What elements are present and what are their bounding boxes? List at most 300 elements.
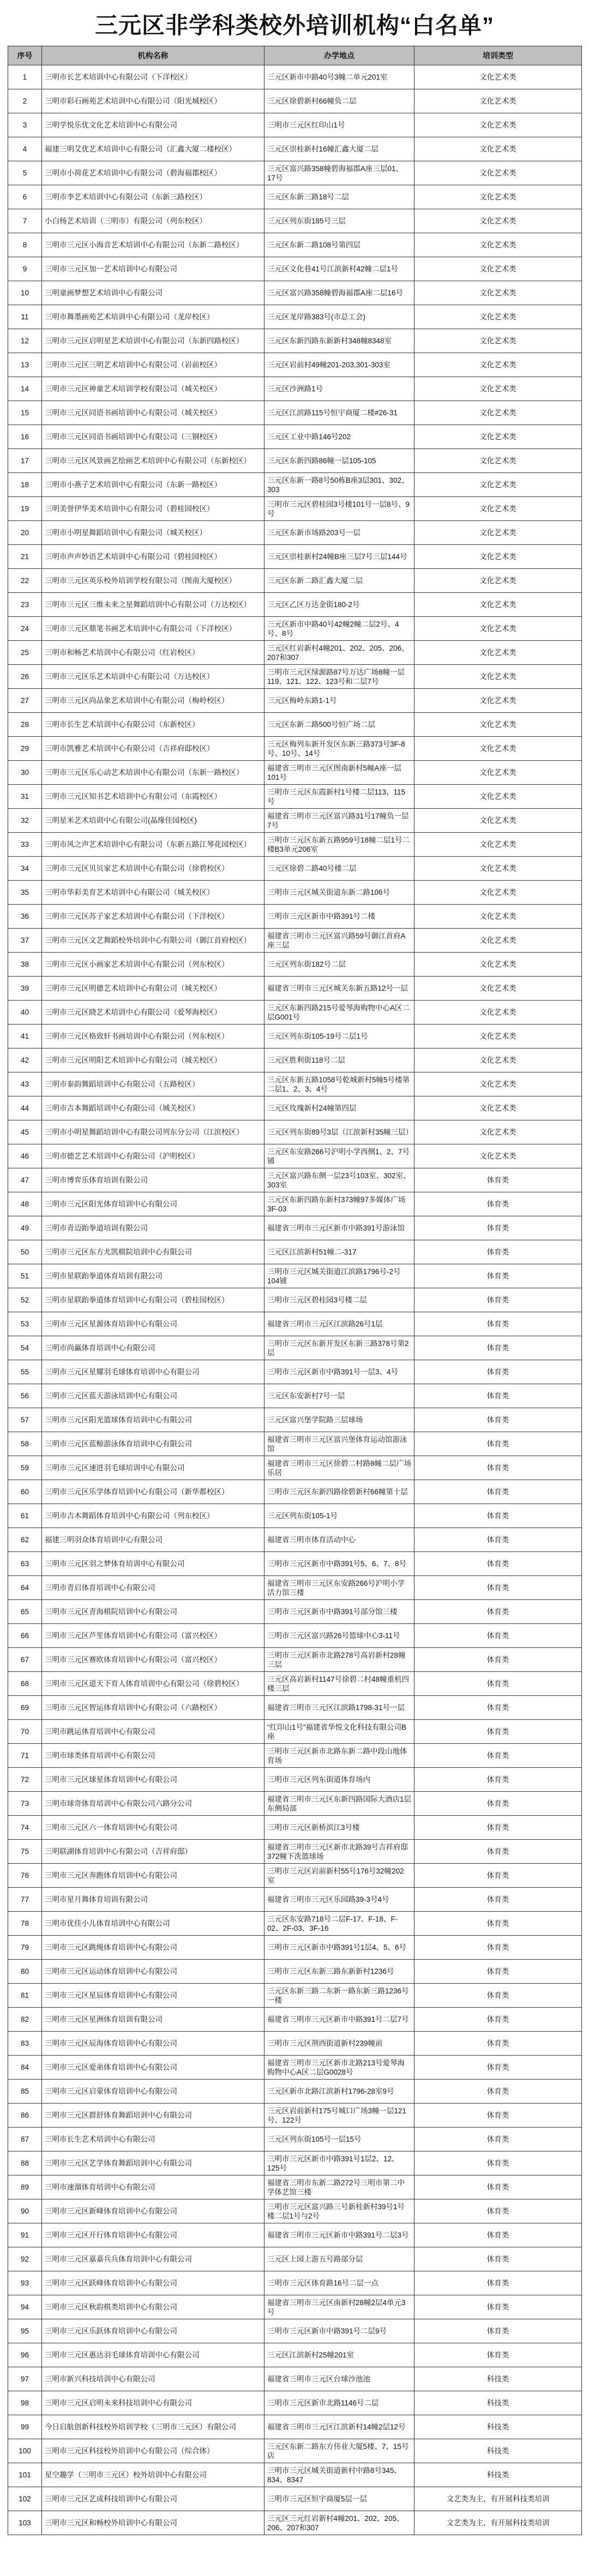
cell-address: 三元区东新一路8号50栋B座3层301、302、303 [265, 473, 414, 497]
cell-name: 三明市三元区奔跑体育培训中心有限公司 [42, 1864, 265, 1888]
cell-no: 96 [8, 2343, 42, 2367]
cell-address: 三明市三元区红印山1号 [265, 113, 414, 137]
cell-address: 三元区崇桂新村24幢B座三层7号三层144号 [265, 545, 414, 569]
cell-name: 三明市三元区知书艺术培训中心有限公司（东霞校区） [42, 785, 265, 809]
cell-no: 63 [8, 1552, 42, 1576]
cell-address: 福建省三明市东新二路272号三明市第二中学体艺馆三楼 [265, 2175, 414, 2199]
cell-address: 三明市三元区荆西街道新村239幢前 [265, 2032, 414, 2056]
table-row [8, 641, 582, 665]
cell-type: 体育类 [414, 1264, 582, 1288]
cell-type: 体育类 [414, 2175, 582, 2199]
cell-address: 福建省三明市三元区台球沙池池 [265, 2367, 414, 2391]
cell-address: 三元区新市中路40号42幢2幢二层2号、4号、8号 [265, 617, 414, 641]
table-row [8, 1288, 582, 1312]
table-row [8, 2343, 582, 2367]
cell-name: 三明市三元区同语书画培训中心有限公司（城关校区） [42, 401, 265, 425]
cell-name: 星空趣学（三明市三元区）校外培训中心有限公司 [42, 2463, 265, 2487]
cell-name: 三明市小荷花艺术培训中心有限公司（碧海福郡校区） [42, 161, 265, 185]
table-header [8, 46, 582, 65]
cell-no: 19 [8, 497, 42, 521]
table-row [8, 1096, 582, 1120]
cell-name: 三明市球奇体育培训中心有限公司六路分公司 [42, 1792, 265, 1816]
cell-type: 文化艺术类 [414, 665, 582, 689]
cell-no: 79 [8, 1936, 42, 1960]
cell-name: 三明市三元区乐心动艺术培训中心有限公司（东新一路校区） [42, 761, 265, 785]
cell-type: 文艺类为主，有开展科技类培训 [414, 2511, 582, 2535]
cell-no: 21 [8, 545, 42, 569]
cell-address: 三元区东新三路18号二层 [265, 185, 414, 209]
cell-name: 三明市德艺艺术培训中心有限公司（沪明校区） [42, 1144, 265, 1168]
cell-no: 9 [8, 257, 42, 281]
cell-name: 三明市和畅艺术培训中心有限公司（红岩校区） [42, 641, 265, 665]
table-row [8, 377, 582, 401]
cell-type: 体育类 [414, 1792, 582, 1816]
cell-address: 福建省三明市三元区新市北路39号吉祥府邸372幢下洗篮球场 [265, 1840, 414, 1864]
table-row [8, 833, 582, 857]
table-row [8, 2271, 582, 2295]
cell-address: 三明市三元区东新开发区东新三路378号第2层 [265, 1336, 414, 1360]
cell-type: 体育类 [414, 2056, 582, 2080]
cell-no: 76 [8, 1864, 42, 1888]
cell-no: 85 [8, 2080, 42, 2104]
table-row [8, 977, 582, 1001]
cell-no: 26 [8, 665, 42, 689]
cell-name: 三明市三元区小画家艺术培训中心有限公司（列东校区） [42, 953, 265, 977]
cell-name: 三明市三元区科技校外培训中心有限公司（综合体） [42, 2439, 265, 2463]
cell-type: 体育类 [414, 2151, 582, 2175]
table-row [8, 1912, 582, 1936]
cell-address: 三元区新市北路江滨新村1796-28室9号 [265, 2080, 414, 2104]
cell-type: 体育类 [414, 1168, 582, 1192]
table-row [8, 1072, 582, 1096]
table-row [8, 1240, 582, 1264]
cell-no: 41 [8, 1025, 42, 1048]
cell-no: 53 [8, 1312, 42, 1336]
table-row [8, 449, 582, 473]
cell-no: 74 [8, 1816, 42, 1840]
cell-no: 8 [8, 233, 42, 257]
table-row [8, 1816, 582, 1840]
cell-no: 73 [8, 1792, 42, 1816]
cell-no: 81 [8, 1984, 42, 2008]
cell-type: 体育类 [414, 2295, 582, 2319]
cell-no: 28 [8, 713, 42, 737]
cell-name: 三明市声声妙语艺术培训中心有限公司（碧桂园校区） [42, 545, 265, 569]
cell-no: 56 [8, 1384, 42, 1408]
table-row [8, 2104, 582, 2128]
cell-address: 三元区东新五路1058号乾城新村5幢5号楼第二层1、2、3、4号 [265, 1072, 414, 1096]
cell-address: 三元区高岩新村1147号徐碧二村48幢重机四楼三层 [265, 1672, 414, 1696]
cell-type: 文化艺术类 [414, 593, 582, 617]
table-row [8, 1552, 582, 1576]
cell-name: 三明市三元区羽之梦体育培训中心有限公司 [42, 1552, 265, 1576]
cell-no: 34 [8, 857, 42, 881]
cell-name: 三明市三元区群舒体育舞蹈培训中心有限公司 [42, 2104, 265, 2128]
cell-type: 文化艺术类 [414, 953, 582, 977]
cell-address: 三明市三元区新市中路391号1层4、5、6号 [265, 1936, 414, 1960]
cell-address: 三元区沙洲路1号 [265, 377, 414, 401]
cell-no: 45 [8, 1120, 42, 1144]
cell-type: 文化艺术类 [414, 1048, 582, 1072]
table-row [8, 113, 582, 137]
table-row [8, 1312, 582, 1336]
cell-address: 三明市三元区富兴路26号篮球中心3-11号 [265, 1624, 414, 1648]
cell-type: 文化艺术类 [414, 353, 582, 377]
cell-no: 57 [8, 1408, 42, 1432]
cell-type: 文化艺术类 [414, 521, 582, 545]
cell-no: 69 [8, 1696, 42, 1720]
cell-type: 体育类 [414, 1312, 582, 1336]
cell-address: 福建省三明市三元区乐园路39-3号4号 [265, 1888, 414, 1912]
cell-address: 三元区梅列东新开发区东新三路373号3F-8号、10号、14号 [265, 737, 414, 761]
cell-type: 文化艺术类 [414, 905, 582, 929]
cell-no: 64 [8, 1576, 42, 1600]
table-row [8, 473, 582, 497]
table-row [8, 713, 582, 737]
cell-no: 7 [8, 209, 42, 233]
cell-no: 102 [8, 2487, 42, 2511]
table-row [8, 305, 582, 329]
header-name: 机构名称 [42, 46, 265, 65]
cell-type: 体育类 [414, 1648, 582, 1672]
cell-no: 33 [8, 833, 42, 857]
cell-type: 体育类 [414, 2319, 582, 2343]
cell-name: 三明市三元区道天下育人体育培训中心有限公司（徐碧校区） [42, 1672, 265, 1696]
cell-name: 三明市风之声艺术培训中心有限公司（东新五路江琴花园校区） [42, 833, 265, 857]
cell-no: 25 [8, 641, 42, 665]
table-row [8, 1025, 582, 1048]
cell-name: 三明市舞墨画苑艺术培训中心有限公司（龙岸校区） [42, 305, 265, 329]
table-row [8, 1792, 582, 1816]
cell-address: 三元区东新二路汇鑫大厦二层 [265, 569, 414, 593]
cell-type: 体育类 [414, 1408, 582, 1432]
cell-name: 三明市三元区明德艺术培训中心有限公司（城关校区） [42, 977, 265, 1001]
cell-address: 福建省三明市体育活动中心 [265, 1528, 414, 1552]
cell-address: 三元区东新二路500号恒广场二层 [265, 713, 414, 737]
cell-address: 三明市三元区东霞新村1号楼二层113、115号 [265, 785, 414, 809]
table-row [8, 353, 582, 377]
cell-address: 三元区崇桂新村16幢汇鑫大厦二层 [265, 137, 414, 161]
cell-name: 三明市长生艺术培训中心有限公司（东新校区） [42, 713, 265, 737]
cell-name: 三明市三元区跳绳体育培训中心有限公司 [42, 1936, 265, 1960]
cell-address: 福建省三明市三元区江滨路26号1层 [265, 1312, 414, 1336]
cell-address: 三明市三元区城关街道江滨路1796号-2号104铺 [265, 1264, 414, 1288]
cell-name: 三明市三元区惠达羽毛球体育培训中心有限公司 [42, 2343, 265, 2367]
cell-no: 51 [8, 1264, 42, 1288]
cell-name: 三明市三元区球星体育培训中心有限公司 [42, 1768, 265, 1792]
cell-type: 文化艺术类 [414, 329, 582, 353]
cell-no: 52 [8, 1288, 42, 1312]
cell-name: 三明市小燕子艺术培训中心有限公司（东新一路校区） [42, 473, 265, 497]
cell-address: 三明市三元区东新五路959号18幢二层1号二楼B3单元206室 [265, 833, 414, 857]
cell-no: 60 [8, 1480, 42, 1504]
cell-name: 三明市长生艺术培训中心有限公司 [42, 2128, 265, 2151]
cell-type: 文化艺术类 [414, 1025, 582, 1048]
cell-type: 体育类 [414, 1432, 582, 1456]
cell-no: 84 [8, 2056, 42, 2080]
table-row [8, 1600, 582, 1624]
table-row [8, 2128, 582, 2151]
cell-no: 66 [8, 1624, 42, 1648]
table-row [8, 1384, 582, 1408]
cell-type: 文化艺术类 [414, 281, 582, 305]
cell-address: 三元区江滨新村51幢二-317 [265, 1240, 414, 1264]
cell-no: 18 [8, 473, 42, 497]
cell-address: 三明市三元区新市中路391号二楼 [265, 905, 414, 929]
cell-name: 三明市新兴科技培训中心有限公司 [42, 2367, 265, 2391]
cell-address: 三元区列东街105-19号二层1号 [265, 1025, 414, 1048]
cell-type: 文化艺术类 [414, 1072, 582, 1096]
cell-no: 70 [8, 1720, 42, 1744]
cell-name: 三明市小明星舞蹈培训中心有限公司（城关校区） [42, 521, 265, 545]
cell-name: 三明市三元区三维未来之星舞蹈培训中心有限公司（万达校区） [42, 593, 265, 617]
table-row [8, 2367, 582, 2391]
cell-type: 文化艺术类 [414, 1144, 582, 1168]
cell-type: 体育类 [414, 1768, 582, 1792]
cell-no: 55 [8, 1360, 42, 1384]
table-row [8, 1864, 582, 1888]
table-row [8, 1960, 582, 1984]
cell-name: 三明市三元区风景画艺绘画艺术培训中心有限公司（东新校区） [42, 449, 265, 473]
table-row [8, 689, 582, 713]
table-row [8, 1744, 582, 1768]
cell-address: 三明市三元区新市北路278号高岩新村28幢三层 [265, 1648, 414, 1672]
cell-address: 福建省三明市三元区新市中路391号游泳馆 [265, 1216, 414, 1240]
cell-type: 科技类 [414, 2391, 582, 2415]
cell-no: 72 [8, 1768, 42, 1792]
cell-name: 三明联湖体育培训中心有限公司（吉祥府邸） [42, 1840, 265, 1864]
cell-address: 三元区东新四路86幢一层105-105 [265, 449, 414, 473]
cell-name: 三明市三元区星辰体育培训中心有限公司 [42, 1984, 265, 2008]
cell-no: 40 [8, 1001, 42, 1025]
cell-type: 体育类 [414, 1456, 582, 1480]
cell-type: 体育类 [414, 1552, 582, 1576]
cell-name: 三明市三元区艺成科技培训中心有限公司 [42, 2487, 265, 2511]
cell-name: 三明学悦乐优文化艺术培训中心有限公司 [42, 113, 265, 137]
cell-type: 文化艺术类 [414, 929, 582, 953]
cell-address: 三明市三元区体育路16号二层一点 [265, 2271, 414, 2295]
cell-type: 文化艺术类 [414, 977, 582, 1001]
cell-type: 文化艺术类 [414, 881, 582, 905]
cell-address: 三元区东新市场路203号一层 [265, 521, 414, 545]
table-row [8, 1360, 582, 1384]
cell-no: 67 [8, 1648, 42, 1672]
header-row [8, 46, 582, 65]
cell-no: 16 [8, 425, 42, 449]
cell-address: 三明市三元区新市中路391号1层2、12、125号 [265, 2151, 414, 2175]
cell-type: 文化艺术类 [414, 449, 582, 473]
table-row [8, 2463, 582, 2487]
cell-name: 三明市三元区辰海体育培训中心有限公司 [42, 2032, 265, 2056]
cell-no: 12 [8, 329, 42, 353]
cell-type: 体育类 [414, 1960, 582, 1984]
cell-no: 37 [8, 929, 42, 953]
cell-address: 三明市三元区碧桂园3号楼101号一层8号、9号 [265, 497, 414, 521]
cell-type: 文化艺术类 [414, 233, 582, 257]
table-row [8, 1144, 582, 1168]
cell-address: 三明市三元区列东街道体育场内 [265, 1768, 414, 1792]
cell-address: 三元区东安路266号沪明小学西侧1、2、7号铺 [265, 1144, 414, 1168]
cell-name: 三明市三元区神童艺术培训学校有限公司（城关校区） [42, 377, 265, 401]
cell-no: 99 [8, 2415, 42, 2439]
cell-type: 文化艺术类 [414, 689, 582, 713]
table-row [8, 2080, 582, 2104]
cell-name: 三明市跳运体育培训中心有限公司 [42, 1720, 265, 1744]
cell-address: 三元区工业中路146号202 [265, 425, 414, 449]
cell-type: 体育类 [414, 2271, 582, 2295]
cell-name: 福建三明艾优艺术培训中心有限公司（汇鑫大厦二楼校区） [42, 137, 265, 161]
cell-no: 92 [8, 2247, 42, 2271]
cell-name: 三明市三元区鼎笔书画艺术培训中心有限公司（下洋校区） [42, 617, 265, 641]
table-row [8, 1624, 582, 1648]
header-no: 序号 [8, 46, 42, 65]
cell-type: 体育类 [414, 1840, 582, 1864]
cell-name: 三明市三元区小海音艺术培训中心有限公司（东新二路校区） [42, 233, 265, 257]
cell-name: 三明市三元区晓艺术培训中心有限公司（爱琴海校区） [42, 1001, 265, 1025]
cell-address: 三明市三元区新市北路1146号二层 [265, 2391, 414, 2415]
cell-type: 体育类 [414, 1336, 582, 1360]
cell-no: 93 [8, 2271, 42, 2295]
cell-type: 文化艺术类 [414, 1096, 582, 1120]
cell-address: 三元区梅岭东路1-1号 [265, 689, 414, 713]
cell-type: 文化艺术类 [414, 617, 582, 641]
cell-address: “红印山1号”福建省华悦文化科技有限公司B座 [265, 1720, 414, 1744]
table-row [8, 1336, 582, 1360]
cell-address: 福建省三明市三元区富兴堡体育运动馆游泳馆 [265, 1432, 414, 1456]
cell-type: 文化艺术类 [414, 737, 582, 761]
table-row [8, 2487, 582, 2511]
cell-no: 58 [8, 1432, 42, 1456]
cell-type: 体育类 [414, 1384, 582, 1408]
cell-name: 三明市三元区阳光篮球体育培训中心有限公司 [42, 1408, 265, 1432]
cell-type: 文化艺术类 [414, 761, 582, 785]
cell-address: 三明市三元区城关街道东新二路106号 [265, 881, 414, 905]
table-row [8, 617, 582, 641]
table-row [8, 1480, 582, 1504]
cell-no: 1 [8, 65, 42, 89]
cell-type: 体育类 [414, 1744, 582, 1768]
cell-address: 三元区岩前村49幢201-203,301-303室 [265, 353, 414, 377]
cell-address: 三元区东新二路东方伟业大厦5楼、7、15号店 [265, 2439, 414, 2463]
table-row [8, 1720, 582, 1744]
cell-name: 三明市凯雅艺术培训中心有限公司（吉祥府邸校区） [42, 737, 265, 761]
cell-address: 三元区列东街105-1号 [265, 1504, 414, 1528]
cell-no: 50 [8, 1240, 42, 1264]
cell-type: 体育类 [414, 1816, 582, 1840]
cell-type: 文化艺术类 [414, 137, 582, 161]
cell-address: 三元区富兴堡学院路三层球场 [265, 1408, 414, 1432]
table-row [8, 497, 582, 521]
cell-no: 82 [8, 2008, 42, 2032]
table-body [8, 65, 582, 2535]
table-row [8, 953, 582, 977]
cell-type: 体育类 [414, 2223, 582, 2247]
cell-name: 三明市球类体育培训中心有限公司 [42, 1744, 265, 1768]
cell-name: 三明市三元区青海棋院培训中心有限公司 [42, 1600, 265, 1624]
cell-name: 三明市三元区加一艺术培训中心有限公司 [42, 257, 265, 281]
cell-no: 91 [8, 2223, 42, 2247]
cell-type: 体育类 [414, 1480, 582, 1504]
cell-type: 体育类 [414, 1360, 582, 1384]
cell-type: 文化艺术类 [414, 89, 582, 113]
table-row [8, 2415, 582, 2439]
cell-address: 三元区列东街89号3层（江滨新村35幢三层） [265, 1120, 414, 1144]
cell-no: 71 [8, 1744, 42, 1768]
cell-type: 文化艺术类 [414, 113, 582, 137]
cell-name: 三明市三元区赛欧体育培训中心有限公司（富兴校区） [42, 1648, 265, 1672]
table-row [8, 785, 582, 809]
cell-type: 文化艺术类 [414, 401, 582, 425]
cell-name: 三明市三元区芦笙体育培训中心有限公司（富兴校区） [42, 1624, 265, 1648]
cell-name: 三明市三元区蓝鲸游泳体育培训中心有限公司 [42, 1432, 265, 1456]
cell-no: 95 [8, 2319, 42, 2343]
cell-address: 福建省三明市三元区南新村28幢2层4单元3号 [265, 2295, 414, 2319]
cell-name: 三明市速溜体育培训中心有限公司 [42, 2175, 265, 2199]
cell-type: 文化艺术类 [414, 209, 582, 233]
cell-type: 文化艺术类 [414, 65, 582, 89]
table-row [8, 2511, 582, 2535]
cell-address: 三元区东新四路东新新村348幢8348室 [265, 329, 414, 353]
cell-no: 49 [8, 1216, 42, 1240]
cell-type: 文化艺术类 [414, 809, 582, 833]
cell-address: 三元区徐碧二路40号楼二层 [265, 857, 414, 881]
cell-type: 文化艺术类 [414, 473, 582, 497]
cell-address: 福建省三明市三元区江滨路1798-31号一层 [265, 1696, 414, 1720]
cell-address: 福建省三明市三元区新市北路213号爱琴海购物中心A区二层G0028号 [265, 2056, 414, 2080]
cell-no: 35 [8, 881, 42, 905]
table-row [8, 65, 582, 89]
cell-name: 三明市三元区英乐校外培训学校有限公司（图南大厦校区） [42, 569, 265, 593]
cell-no: 80 [8, 1960, 42, 1984]
whitelist-table [8, 46, 582, 2535]
table-row [8, 1120, 582, 1144]
cell-no: 10 [8, 281, 42, 305]
cell-type: 体育类 [414, 1504, 582, 1528]
cell-name: 三明市三元区星耀羽毛球体育培训中心有限公司 [42, 1360, 265, 1384]
cell-name: 三明市三元区新峰体育培训中心有限公司 [42, 2199, 265, 2223]
cell-no: 36 [8, 905, 42, 929]
cell-no: 47 [8, 1168, 42, 1192]
cell-no: 5 [8, 161, 42, 185]
table-row [8, 1648, 582, 1672]
table-row [8, 1001, 582, 1025]
cell-name: 小白杨艺术培训（三明市）有限公司（列东校区） [42, 209, 265, 233]
cell-address: 福建省三明市三元区城关东新五路12号一层 [265, 977, 414, 1001]
cell-no: 100 [8, 2439, 42, 2463]
cell-address: 三元区列东街182号二层 [265, 953, 414, 977]
table-row [8, 2295, 582, 2319]
table-row [8, 665, 582, 689]
cell-address: 三元区岩前新村175号城口广场3幢一层121号、122号 [265, 2104, 414, 2128]
cell-name: 三明星米艺术培训中心有限公司(晶缘佳园校区) [42, 809, 265, 833]
cell-no: 90 [8, 2199, 42, 2223]
table-row [8, 137, 582, 161]
table-row [8, 161, 582, 185]
cell-no: 48 [8, 1192, 42, 1216]
table-row [8, 857, 582, 881]
cell-no: 98 [8, 2391, 42, 2415]
cell-name: 三明市星联跆拳道体育培训中心有限公司（碧桂园校区） [42, 1288, 265, 1312]
cell-name: 三明市三元区乐学体育培训中心有限公司（新华都校区） [42, 1480, 265, 1504]
cell-address: 福建省三明市三元区图南新村5幢A座一层101号 [265, 761, 414, 785]
table-row [8, 257, 582, 281]
cell-type: 体育类 [414, 1720, 582, 1744]
table-row [8, 425, 582, 449]
cell-address: 三元区三元红岩新村4幢201、202、205、206、207和307 [265, 2511, 414, 2535]
cell-type: 文化艺术类 [414, 185, 582, 209]
cell-name: 三明市泰韵舞蹈培训中心有限公司（五路校区） [42, 1072, 265, 1096]
cell-address: 三明市三元区新市北路东新二路中段山地体育场 [265, 1744, 414, 1768]
